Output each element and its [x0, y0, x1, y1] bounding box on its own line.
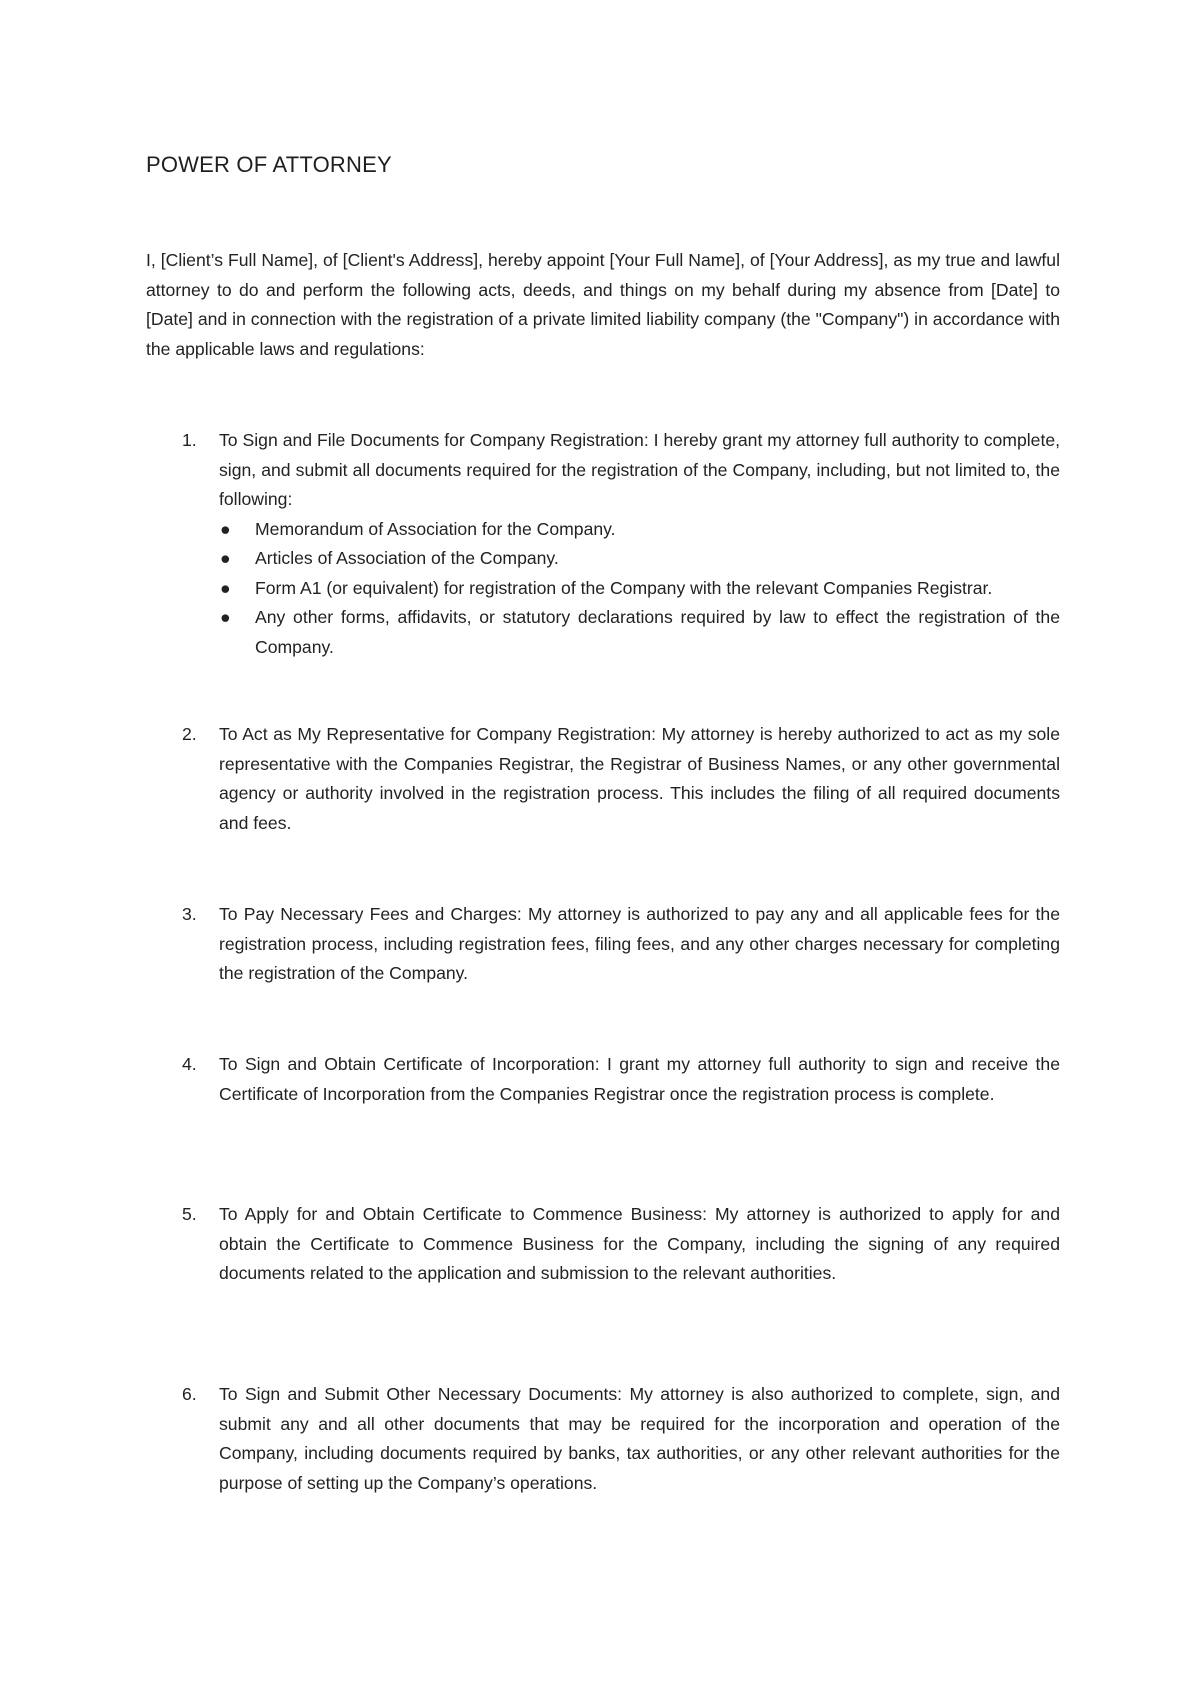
- list-item-number: 4.: [182, 1054, 197, 1074]
- list-item-number: 6.: [182, 1384, 197, 1404]
- bullet-item: [220, 574, 1060, 604]
- bullet-item: [220, 544, 1060, 574]
- list-item-3: [146, 900, 1060, 989]
- bullet-icon: ●: [220, 518, 231, 539]
- list-item-text: To Sign and File Documents for Company Registration: I hereby grant my attorney full authority to complete, sign, and submit all documents required for the registration of the Company, including, but not limited to, the following:: [219, 430, 1060, 509]
- list-item-5: [146, 1200, 1060, 1289]
- bullet-text: Articles of Association of the Company.: [255, 548, 559, 568]
- bullet-list: [146, 515, 1060, 663]
- bullet-item: [220, 515, 1060, 545]
- list-item-text: To Pay Necessary Fees and Charges: My attorney is authorized to pay any and all applicable fees for the registration process, including registration fees, filing fees, and any other charges necessary for completing the registration of the Company.: [219, 904, 1060, 983]
- list-item-4: [146, 1050, 1060, 1109]
- bullet-icon: ●: [220, 548, 231, 568]
- list-item-number: 5.: [182, 1204, 197, 1224]
- document-title: POWER OF ATTORNEY: [146, 152, 392, 177]
- list-item-text: To Sign and Obtain Certificate of Incorporation: I grant my attorney full authority to sign and receive the Certificate of Incorporation from the Companies Registrar once the registration process is complete.: [219, 1054, 1060, 1104]
- list-item-text: To Apply for and Obtain Certificate to Commence Business: My attorney is authorized to apply for and obtain the Certificate to Commence Business for the Company, including the signing of any required documents related to the application and submission to the relevant authorities.: [219, 1204, 1060, 1283]
- list-item-number: 3.: [182, 904, 197, 924]
- bullet-icon: ●: [220, 577, 231, 598]
- list-item-6: [146, 1380, 1060, 1498]
- list-item-text: To Act as My Representative for Company Registration: My attorney is hereby authorized to act as my sole representative with the Companies Registrar, the Registrar of Business Names, or any other governmental agency or authority involved in the registration process. This includes the filing of all required documents and fees.: [219, 724, 1060, 833]
- list-item-1: [146, 426, 1060, 662]
- bullet-text: Form A1 (or equivalent) for registration of the Company with the relevant Companies Registrar.: [255, 577, 993, 598]
- list-item-2: [146, 720, 1060, 838]
- bullet-item: [220, 603, 1060, 662]
- list-item-number: 1.: [182, 430, 197, 450]
- bullet-text: Any other forms, affidavits, or statutory declarations required by law to effect the registration of the Company.: [255, 607, 1060, 657]
- bullet-text: Memorandum of Association for the Company.: [255, 518, 616, 539]
- list-item-text: To Sign and Submit Other Necessary Documents: My attorney is also authorized to complete, sign, and submit any and all other documents that may be required for the incorporation and operation of the Company, including documents required by banks, tax authorities, or any other relevant authorities for the purpose of setting up the Company’s operations.: [219, 1384, 1060, 1493]
- list-item-number: 2.: [182, 724, 197, 744]
- intro-paragraph: I, [Client’s Full Name], of [Client's Address], hereby appoint [Your Full Name], of [Your Address], as my true and lawful attorney to do and perform the following acts, deeds, and things on my behalf during my absence from [Date] to [Date] and in connection with the registration of a private limited liability company (the "Company") in accordance with the applicable laws and regulations:: [146, 250, 1060, 359]
- bullet-icon: ●: [220, 607, 231, 627]
